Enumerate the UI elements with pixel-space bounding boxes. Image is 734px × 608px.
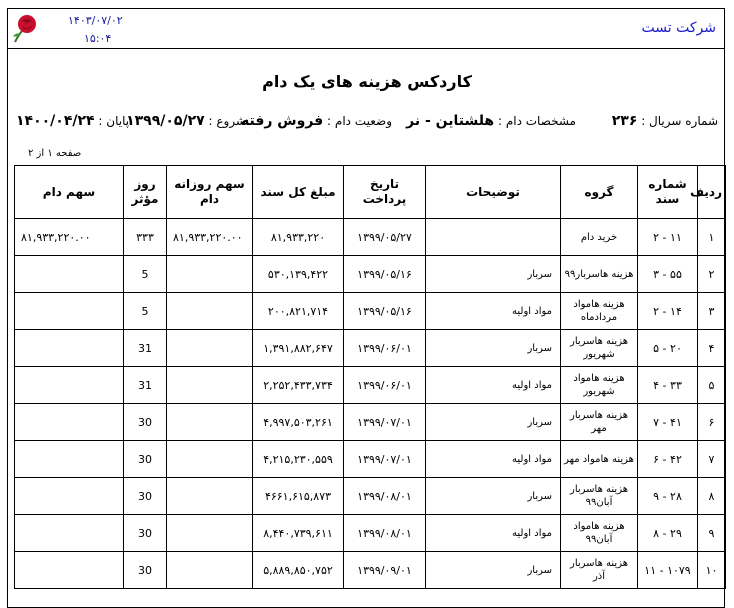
cell-share	[15, 256, 124, 293]
table-row	[15, 256, 726, 293]
cell-desc: مواد اولیه	[426, 367, 561, 404]
table-row	[15, 441, 726, 478]
status-info	[241, 113, 392, 129]
cell-desc: سربار	[426, 478, 561, 515]
cell-total: ۱,۳۹۱,۸۸۲,۶۴۷	[253, 330, 344, 367]
cell-share	[15, 367, 124, 404]
cell-share	[15, 552, 124, 589]
cell-date: ۱۳۹۹/۰۵/۱۶	[344, 293, 426, 330]
end-info	[16, 113, 129, 129]
cell-share	[15, 441, 124, 478]
cell-desc: سربار	[426, 552, 561, 589]
cell-date: ۱۳۹۹/۰۵/۱۶	[344, 256, 426, 293]
company-name: شرکت تست	[641, 20, 716, 36]
cell-share	[15, 293, 124, 330]
cell-total: ۵,۸۸۹,۸۵۰,۷۵۲	[253, 552, 344, 589]
cell-share	[15, 478, 124, 515]
cell-row: ۱۰	[698, 552, 726, 589]
start-label: شروع :	[208, 114, 246, 128]
cell-desc	[426, 219, 561, 256]
table-row	[15, 330, 726, 367]
header-divider	[7, 48, 725, 49]
cell-date: ۱۳۹۹/۰۷/۰۱	[344, 441, 426, 478]
serial-label: شماره سریال :	[641, 114, 718, 128]
cell-daily: ۸۱,۹۳۳,۲۲۰.۰۰	[167, 219, 253, 256]
cell-doc: ۱۱ - ۲	[638, 219, 698, 256]
cell-group: هزینه هامواد آبان۹۹	[561, 515, 638, 552]
cost-table	[14, 165, 726, 589]
col-share: سهم دام	[15, 166, 124, 219]
cell-doc: ۲۹ - ۸	[638, 515, 698, 552]
cell-daily	[167, 256, 253, 293]
col-daily: سهم روزانه دام	[167, 166, 253, 219]
end-value: ۱۴۰۰/۰۴/۲۴	[16, 113, 95, 129]
cell-total: ۸,۴۴۰,۷۳۹,۶۱۱	[253, 515, 344, 552]
cell-total: ۲۰۰,۸۲۱,۷۱۴	[253, 293, 344, 330]
cell-date: ۱۳۹۹/۰۶/۰۱	[344, 330, 426, 367]
cell-row: ۵	[698, 367, 726, 404]
cell-total: ۴۶۶۱,۶۱۵,۸۷۳	[253, 478, 344, 515]
cell-row: ۸	[698, 478, 726, 515]
spec-label: مشخصات دام :	[497, 114, 576, 128]
cell-group: هزینه هاسربار۹۹	[561, 256, 638, 293]
table-row	[15, 404, 726, 441]
start-value: ۱۳۹۹/۰۵/۲۷	[126, 113, 205, 129]
status-label: وضعیت دام :	[327, 114, 392, 128]
cell-days: 31	[124, 367, 167, 404]
table-header	[15, 166, 726, 219]
cell-doc: ۴۱ - ۷	[638, 404, 698, 441]
table-row	[15, 515, 726, 552]
cell-group: هزینه هامواد مهر	[561, 441, 638, 478]
table-row	[15, 552, 726, 589]
cell-days: 5	[124, 256, 167, 293]
cell-row: ۷	[698, 441, 726, 478]
col-row: ردیف	[698, 166, 726, 219]
cell-row: ۲	[698, 256, 726, 293]
table-row	[15, 219, 726, 256]
cell-daily	[167, 478, 253, 515]
table-row	[15, 478, 726, 515]
rose-logo-icon	[9, 12, 41, 46]
cell-group: هزینه هامواد مردادماه	[561, 293, 638, 330]
col-desc: توضیحات	[426, 166, 561, 219]
end-label: پایان :	[98, 114, 130, 128]
cell-share	[15, 404, 124, 441]
spec-info	[406, 113, 576, 129]
table-row	[15, 293, 726, 330]
serial-info	[612, 113, 718, 129]
cell-row: ۳	[698, 293, 726, 330]
cell-daily	[167, 441, 253, 478]
cell-group: هزینه هاسربار آذر	[561, 552, 638, 589]
cell-share: ۸۱,۹۳۳,۲۲۰.۰۰	[15, 219, 124, 256]
cell-doc: ۴۲ - ۶	[638, 441, 698, 478]
col-group: گروه	[561, 166, 638, 219]
cell-desc: مواد اولیه	[426, 293, 561, 330]
cell-date: ۱۳۹۹/۰۸/۰۱	[344, 515, 426, 552]
serial-value: ۲۳۶	[611, 113, 638, 129]
cell-date: ۱۳۹۹/۰۸/۰۱	[344, 478, 426, 515]
col-total: مبلغ کل سند	[253, 166, 344, 219]
cell-group: خرید دام	[561, 219, 638, 256]
cell-days: 30	[124, 478, 167, 515]
cell-doc: ۳۳ - ۴	[638, 367, 698, 404]
cell-total: ۴,۲۱۵,۲۳۰,۵۵۹	[253, 441, 344, 478]
cell-days: ۳۳۳	[124, 219, 167, 256]
cell-row: ۶	[698, 404, 726, 441]
cell-group: هزینه هاسربار شهریور	[561, 330, 638, 367]
start-info	[126, 113, 246, 129]
print-time: ۱۵:۰۴	[84, 32, 112, 45]
cell-doc: ۱۰۷۹ - ۱۱	[638, 552, 698, 589]
cell-days: 5	[124, 293, 167, 330]
cell-daily	[167, 552, 253, 589]
cell-doc: ۱۴ - ۲	[638, 293, 698, 330]
col-date: تاریخ پرداخت	[344, 166, 426, 219]
cell-group: هزینه هاسربار مهر	[561, 404, 638, 441]
cell-days: 30	[124, 404, 167, 441]
cell-date: ۱۳۹۹/۰۶/۰۱	[344, 367, 426, 404]
cell-total: ۴,۹۹۷,۵۰۳,۲۶۱	[253, 404, 344, 441]
cell-doc: ۲۰ - ۵	[638, 330, 698, 367]
cell-group: هزینه هاسربار آبان۹۹	[561, 478, 638, 515]
cell-row: ۱	[698, 219, 726, 256]
cell-daily	[167, 330, 253, 367]
cell-row: ۴	[698, 330, 726, 367]
col-days: روز مؤثر	[124, 166, 167, 219]
cell-days: 30	[124, 441, 167, 478]
cell-share	[15, 515, 124, 552]
cell-daily	[167, 367, 253, 404]
cell-desc: سربار	[426, 256, 561, 293]
cell-desc: سربار	[426, 330, 561, 367]
cell-date: ۱۳۹۹/۰۹/۰۱	[344, 552, 426, 589]
cell-date: ۱۳۹۹/۰۵/۲۷	[344, 219, 426, 256]
table-row	[15, 367, 726, 404]
cell-days: 31	[124, 330, 167, 367]
col-doc: شماره سند	[638, 166, 698, 219]
cell-date: ۱۳۹۹/۰۷/۰۱	[344, 404, 426, 441]
status-value: فروش رفته	[241, 113, 324, 129]
cell-desc: مواد اولیه	[426, 441, 561, 478]
cell-days: 30	[124, 552, 167, 589]
cell-daily	[167, 293, 253, 330]
cell-total: ۸۱,۹۳۳,۲۲۰	[253, 219, 344, 256]
spec-value: هلشتاین - نر	[406, 113, 495, 129]
cell-doc: ۲۸ - ۹	[638, 478, 698, 515]
cell-row: ۹	[698, 515, 726, 552]
cell-total: ۲,۲۵۲,۴۳۳,۷۳۴	[253, 367, 344, 404]
cell-daily	[167, 404, 253, 441]
report-title: کاردکس هزینه های یک دام	[262, 72, 472, 91]
cell-total: ۵۳۰,۱۳۹,۴۲۲	[253, 256, 344, 293]
cell-daily	[167, 515, 253, 552]
cell-doc: ۵۵ - ۳	[638, 256, 698, 293]
cell-desc: سربار	[426, 404, 561, 441]
print-date: ۱۴۰۳/۰۷/۰۲	[68, 14, 123, 27]
cell-group: هزینه هامواد شهریور	[561, 367, 638, 404]
cell-desc: مواد اولیه	[426, 515, 561, 552]
page-indicator: صفحه ۱ از ۲	[28, 148, 82, 159]
cell-share	[15, 330, 124, 367]
cell-days: 30	[124, 515, 167, 552]
